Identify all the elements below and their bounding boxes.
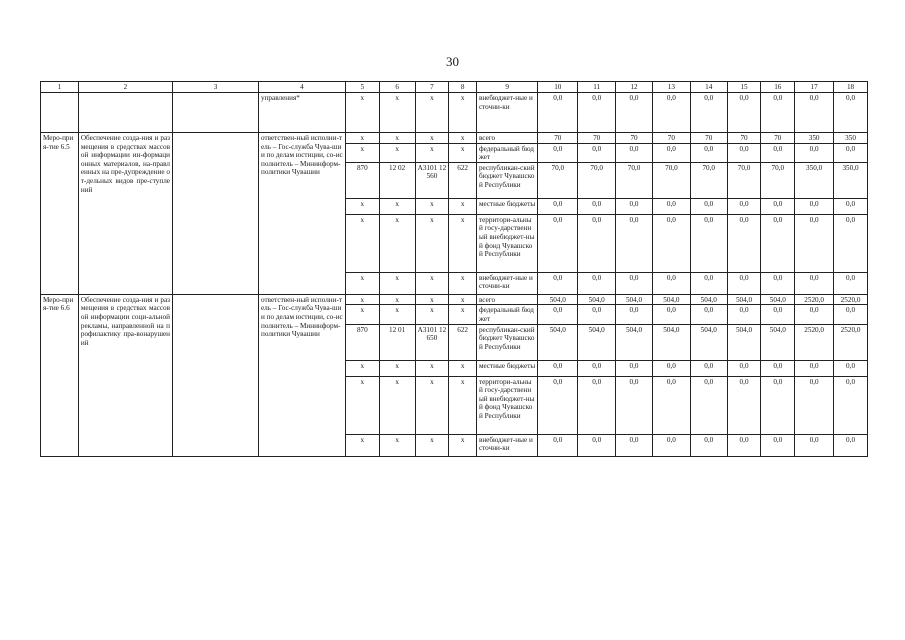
value-cell: 0,0 — [652, 272, 690, 294]
column-number-15: 15 — [727, 82, 761, 93]
code-cell: х — [449, 360, 477, 376]
code-cell: х — [379, 294, 415, 305]
value-cell: 0,0 — [795, 360, 834, 376]
value-cell: 0,0 — [727, 93, 761, 133]
value-cell: 504,0 — [652, 324, 690, 360]
value-cell: 0,0 — [578, 360, 616, 376]
code-cell: х — [449, 143, 477, 162]
value-cell: 0,0 — [834, 214, 868, 272]
value-cell: 0,0 — [538, 305, 578, 324]
code-cell: х — [379, 93, 415, 133]
value-cell: 0,0 — [578, 214, 616, 272]
code-cell: х — [379, 434, 415, 456]
code-cell: х — [415, 294, 449, 305]
value-cell: 0,0 — [578, 198, 616, 214]
value-cell: 0,0 — [690, 272, 727, 294]
value-cell: 350 — [795, 133, 834, 144]
event-title: Обеспечение созда-ния и размещения в средствах массовой информации соци-альной рекламы, направленной на профилактику пра-вонарушений — [78, 294, 172, 456]
value-cell: 504,0 — [616, 294, 653, 305]
column-number-18: 18 — [834, 82, 868, 93]
value-cell: 0,0 — [652, 198, 690, 214]
code-cell: х — [415, 93, 449, 133]
value-cell: 504,0 — [538, 324, 578, 360]
value-cell: 70 — [616, 133, 653, 144]
code-cell: А3101 12650 — [415, 324, 449, 360]
code-cell: х — [415, 214, 449, 272]
value-cell: 0,0 — [616, 198, 653, 214]
column-number-7: 7 — [415, 82, 449, 93]
code-cell: х — [449, 93, 477, 133]
column-number-1: 1 — [41, 82, 79, 93]
funding-source-cell: территори-альный госу-дарственный внебюджет-ный фонд Чувашской Республики — [476, 376, 537, 434]
code-cell: х — [415, 143, 449, 162]
code-cell: А3101 12560 — [415, 162, 449, 198]
value-cell: 70 — [690, 133, 727, 144]
value-cell: 0,0 — [652, 376, 690, 434]
value-cell: 0,0 — [616, 93, 653, 133]
value-cell: 0,0 — [761, 198, 795, 214]
value-cell: 0,0 — [538, 143, 578, 162]
value-cell: 0,0 — [652, 434, 690, 456]
value-cell: 0,0 — [834, 376, 868, 434]
value-cell: 0,0 — [834, 360, 868, 376]
value-cell: 0,0 — [795, 272, 834, 294]
funding-source-cell: всего — [476, 133, 537, 144]
value-cell: 350 — [834, 133, 868, 144]
code-cell: х — [415, 198, 449, 214]
code-cell: х — [379, 133, 415, 144]
blank-cell — [78, 93, 172, 133]
blank-cell — [173, 294, 259, 456]
value-cell: 504,0 — [727, 324, 761, 360]
event-1-row — [41, 133, 868, 144]
value-cell: 0,0 — [795, 93, 834, 133]
code-cell: х — [449, 214, 477, 272]
responsible-cell: управления* — [258, 93, 345, 133]
value-cell: 0,0 — [761, 434, 795, 456]
value-cell: 0,0 — [795, 305, 834, 324]
value-cell: 504,0 — [761, 294, 795, 305]
value-cell: 0,0 — [578, 93, 616, 133]
code-cell: х — [379, 376, 415, 434]
code-cell: х — [415, 305, 449, 324]
code-cell: х — [415, 376, 449, 434]
value-cell: 0,0 — [538, 434, 578, 456]
value-cell: 70,0 — [616, 162, 653, 198]
column-number-3: 3 — [173, 82, 259, 93]
column-number-16: 16 — [761, 82, 795, 93]
code-cell: х — [449, 133, 477, 144]
value-cell: 0,0 — [834, 272, 868, 294]
code-cell: х — [449, 305, 477, 324]
value-cell: 0,0 — [761, 360, 795, 376]
funding-source-cell: местные бюджеты — [476, 198, 537, 214]
event-label: Меро-прия-тие 6.5 — [41, 133, 79, 295]
value-cell: 0,0 — [690, 93, 727, 133]
value-cell: 0,0 — [795, 198, 834, 214]
value-cell: 0,0 — [761, 305, 795, 324]
value-cell: 0,0 — [690, 214, 727, 272]
code-cell: х — [415, 434, 449, 456]
value-cell: 0,0 — [578, 272, 616, 294]
code-cell: х — [345, 376, 379, 434]
value-cell: 0,0 — [834, 305, 868, 324]
code-cell: 12 01 — [379, 324, 415, 360]
value-cell: 70,0 — [690, 162, 727, 198]
value-cell: 0,0 — [834, 143, 868, 162]
column-number-14: 14 — [690, 82, 727, 93]
code-cell: х — [379, 143, 415, 162]
value-cell: 0,0 — [538, 93, 578, 133]
code-cell: 622 — [449, 162, 477, 198]
value-cell: 0,0 — [761, 93, 795, 133]
column-number-12: 12 — [616, 82, 653, 93]
code-cell: х — [379, 360, 415, 376]
code-cell: х — [379, 272, 415, 294]
funding-source-cell: всего — [476, 294, 537, 305]
value-cell: 70,0 — [761, 162, 795, 198]
column-number-8: 8 — [449, 82, 477, 93]
value-cell: 0,0 — [616, 143, 653, 162]
value-cell: 0,0 — [727, 214, 761, 272]
code-cell: х — [379, 305, 415, 324]
value-cell: 0,0 — [690, 143, 727, 162]
value-cell: 2520,0 — [834, 294, 868, 305]
code-cell: х — [345, 214, 379, 272]
blank-cell — [173, 133, 259, 295]
value-cell: 504,0 — [761, 324, 795, 360]
column-number-5: 5 — [345, 82, 379, 93]
value-cell: 0,0 — [690, 360, 727, 376]
value-cell: 0,0 — [616, 434, 653, 456]
value-cell: 0,0 — [616, 376, 653, 434]
value-cell: 0,0 — [795, 434, 834, 456]
value-cell: 0,0 — [690, 434, 727, 456]
value-cell: 0,0 — [578, 143, 616, 162]
value-cell: 0,0 — [538, 376, 578, 434]
code-cell: 622 — [449, 324, 477, 360]
value-cell: 0,0 — [727, 376, 761, 434]
funding-source-cell: территори-альный госу-дарственный внебюджет-ный фонд Чувашской Республики — [476, 214, 537, 272]
value-cell: 504,0 — [690, 294, 727, 305]
event-title: Обеспечение созда-ния и размещения в средствах массовой информации ин-формационных материалов, на-правленных на пре-дупреждение от-дельных видов пре-ступлений — [78, 133, 172, 295]
column-number-6: 6 — [379, 82, 415, 93]
funding-source-cell: внебюджет-ные источни-ки — [476, 434, 537, 456]
value-cell: 0,0 — [652, 143, 690, 162]
value-cell: 0,0 — [616, 272, 653, 294]
value-cell: 0,0 — [727, 305, 761, 324]
value-cell: 0,0 — [727, 272, 761, 294]
value-cell: 0,0 — [616, 305, 653, 324]
value-cell: 0,0 — [690, 305, 727, 324]
code-cell: 870 — [345, 162, 379, 198]
code-cell: х — [345, 360, 379, 376]
code-cell: х — [345, 305, 379, 324]
value-cell: 0,0 — [538, 198, 578, 214]
funding-source-cell: республикан-ский бюджет Чувашской Республики — [476, 162, 537, 198]
value-cell: 0,0 — [795, 376, 834, 434]
value-cell: 70 — [578, 133, 616, 144]
value-cell: 0,0 — [727, 434, 761, 456]
value-cell: 350,0 — [795, 162, 834, 198]
code-cell: 870 — [345, 324, 379, 360]
code-cell: х — [415, 272, 449, 294]
value-cell: 0,0 — [690, 376, 727, 434]
column-number-4: 4 — [258, 82, 345, 93]
code-cell: х — [449, 376, 477, 434]
value-cell: 504,0 — [616, 324, 653, 360]
page-number: 30 — [446, 54, 459, 69]
funding-source-cell: местные бюджеты — [476, 360, 537, 376]
value-cell: 70 — [761, 133, 795, 144]
code-cell: х — [379, 198, 415, 214]
funding-source-cell: внебюджет-ные источни-ки — [476, 93, 537, 133]
column-number-2: 2 — [78, 82, 172, 93]
value-cell: 2520,0 — [795, 324, 834, 360]
code-cell: х — [449, 272, 477, 294]
value-cell: 0,0 — [616, 214, 653, 272]
value-cell: 0,0 — [538, 360, 578, 376]
code-cell: х — [345, 294, 379, 305]
value-cell: 70,0 — [538, 162, 578, 198]
value-cell: 0,0 — [578, 305, 616, 324]
continuation-row — [41, 93, 868, 133]
funding-source-cell: федеральный бюджет — [476, 143, 537, 162]
funding-source-cell: федеральный бюджет — [476, 305, 537, 324]
value-cell: 0,0 — [727, 143, 761, 162]
value-cell: 0,0 — [834, 93, 868, 133]
value-cell: 70,0 — [652, 162, 690, 198]
value-cell: 504,0 — [578, 294, 616, 305]
value-cell: 0,0 — [652, 93, 690, 133]
value-cell: 0,0 — [578, 434, 616, 456]
code-cell: х — [345, 198, 379, 214]
code-cell: х — [345, 143, 379, 162]
column-number-10: 10 — [538, 82, 578, 93]
value-cell: 70,0 — [727, 162, 761, 198]
value-cell: 2520,0 — [795, 294, 834, 305]
value-cell: 504,0 — [578, 324, 616, 360]
value-cell: 504,0 — [652, 294, 690, 305]
value-cell: 504,0 — [538, 294, 578, 305]
responsible-executor: ответствен-ный исполни-тель – Гос-служба Чува-шии по делам юстиции, со-исполнитель – Мининформ-политики Чувашии — [258, 294, 345, 456]
column-number-header-row — [41, 82, 868, 93]
code-cell: х — [449, 198, 477, 214]
column-number-11: 11 — [578, 82, 616, 93]
value-cell: 70,0 — [578, 162, 616, 198]
blank-cell — [41, 93, 79, 133]
code-cell: х — [415, 133, 449, 144]
value-cell: 0,0 — [761, 214, 795, 272]
value-cell: 504,0 — [690, 324, 727, 360]
code-cell: х — [415, 360, 449, 376]
value-cell: 0,0 — [834, 198, 868, 214]
event-label: Меро-прия-тие 6.6 — [41, 294, 79, 456]
funding-source-cell: внебюджет-ные источни-ки — [476, 272, 537, 294]
value-cell: 0,0 — [652, 360, 690, 376]
value-cell: 350,0 — [834, 162, 868, 198]
value-cell: 70 — [727, 133, 761, 144]
column-number-9: 9 — [476, 82, 537, 93]
value-cell: 2520,0 — [834, 324, 868, 360]
code-cell: х — [345, 272, 379, 294]
value-cell: 0,0 — [795, 214, 834, 272]
value-cell: 504,0 — [727, 294, 761, 305]
value-cell: 70 — [538, 133, 578, 144]
column-number-17: 17 — [795, 82, 834, 93]
code-cell: х — [379, 214, 415, 272]
value-cell: 0,0 — [538, 214, 578, 272]
funding-source-cell: республикан-ский бюджет Чувашской Республики — [476, 324, 537, 360]
code-cell: х — [345, 133, 379, 144]
value-cell: 0,0 — [834, 434, 868, 456]
code-cell: 12 02 — [379, 162, 415, 198]
value-cell: 0,0 — [761, 272, 795, 294]
value-cell: 0,0 — [761, 143, 795, 162]
value-cell: 0,0 — [652, 305, 690, 324]
value-cell: 0,0 — [727, 360, 761, 376]
value-cell: 0,0 — [761, 376, 795, 434]
code-cell: х — [449, 294, 477, 305]
value-cell: 0,0 — [795, 143, 834, 162]
code-cell: х — [449, 434, 477, 456]
value-cell: 70 — [652, 133, 690, 144]
value-cell: 0,0 — [538, 272, 578, 294]
code-cell: х — [345, 434, 379, 456]
value-cell: 0,0 — [727, 198, 761, 214]
value-cell: 0,0 — [578, 376, 616, 434]
value-cell: 0,0 — [616, 360, 653, 376]
value-cell: 0,0 — [652, 214, 690, 272]
budget-table — [40, 81, 868, 457]
column-number-13: 13 — [652, 82, 690, 93]
blank-cell — [173, 93, 259, 133]
code-cell: х — [345, 93, 379, 133]
responsible-executor: ответствен-ный исполни-тель – Гос-служба Чува-шии по делам юстиции, со-исполнитель – Мининформ-политики Чувашии — [258, 133, 345, 295]
event-2-row — [41, 294, 868, 305]
value-cell: 0,0 — [690, 198, 727, 214]
